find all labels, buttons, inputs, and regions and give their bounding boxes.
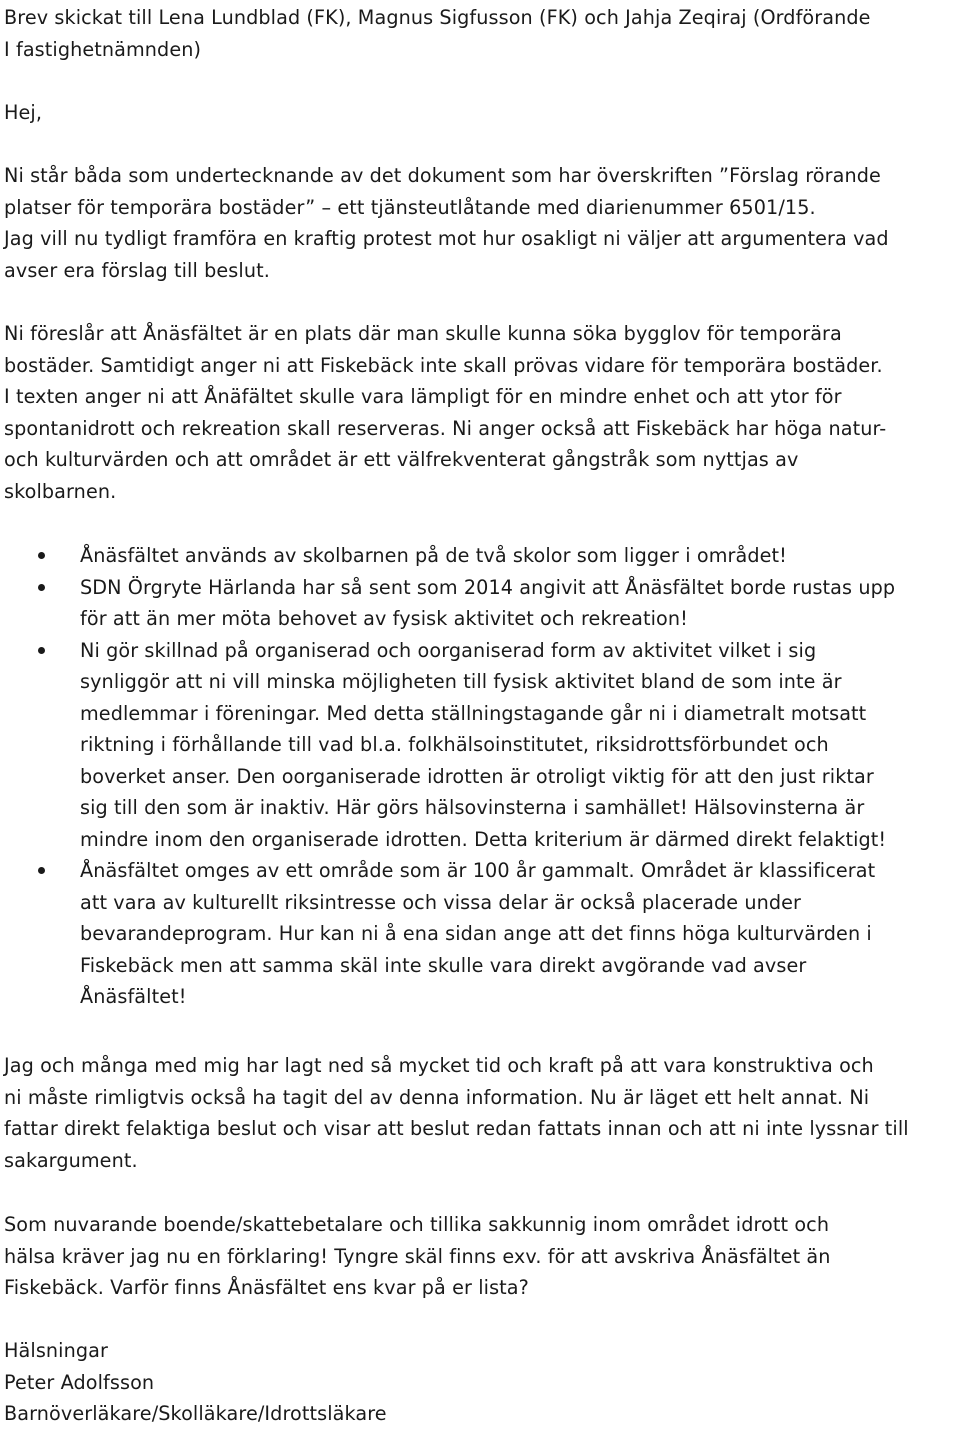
text-line: boverket anser. Den oorganiserade idrotten är otroligt viktig för att den just riktar xyxy=(80,764,874,788)
text-line: spontanidrott och rekreation skall reserveras. Ni anger också att Fiskebäck har höga natur- xyxy=(4,416,887,440)
text-line: ni måste rimligtvis också ha tagit del av denna information. Nu är läget ett helt annat. Ni xyxy=(4,1085,870,1109)
text-line: synliggör att ni vill minska möjligheten till fysisk aktivitet bland de som inte är xyxy=(80,670,842,693)
text-line: Hej, xyxy=(4,101,43,124)
letter-recipients xyxy=(4,2,871,65)
argument-list xyxy=(4,540,895,1013)
text-line: sig till den som är inaktiv. Här görs hälsovinsterna i samhället! Hälsovinsterna är xyxy=(80,796,865,819)
closing-text: Hälsningar xyxy=(4,1339,108,1362)
text-line: Ni gör skillnad på organiserad och oorganiserad form av aktivitet vilket i sig xyxy=(80,638,817,662)
text-line: för att än mer möta behovet av fysisk aktivitet och rekreation! xyxy=(80,607,688,630)
text-line: Ånäsfältet omges av ett område som är 100 år gammalt. Området är klassificerat xyxy=(80,859,876,882)
bullet-icon xyxy=(38,867,45,874)
text-line: bostäder. Samtidigt anger ni att Fiskebäck inte skall prövas vidare för temporära bostäder. xyxy=(4,353,883,377)
text-line: bevarandeprogram. Hur kan ni å ena sidan ange att det finns höga kulturvärden i xyxy=(80,922,872,945)
bullet-icon xyxy=(38,584,45,591)
author-name: Peter Adolfsson xyxy=(4,1370,155,1394)
text-line: att vara av kulturellt riksintresse och vissa delar är också placerade under xyxy=(80,890,802,914)
text-line: Brev skickat till Lena Lundblad (FK), Magnus Sigfusson (FK) och Jahja Zeqiraj (Ordförande xyxy=(4,6,871,29)
text-line: I texten anger ni att Ånäfältet skulle vara lämpligt för en mindre enhet och att ytor för xyxy=(4,385,842,408)
paragraph-proposal xyxy=(4,318,886,507)
text-line: medlemmar i föreningar. Med detta ställningstagande går ni i diametralt motsatt xyxy=(80,701,867,725)
text-line: riktning i förhållande till vad bl.a. folkhälsoinstitutet, riksidrottsförbundet och xyxy=(80,733,829,756)
text-line: I fastighetnämnden) xyxy=(4,37,202,61)
text-line: skolbarnen. xyxy=(4,479,117,503)
letter-greeting xyxy=(4,97,42,129)
text-line: SDN Örgryte Härlanda har så sent som 2014 angivit att Ånäsfältet borde rustas upp xyxy=(80,575,896,599)
text-line: platser för temporära bostäder” – ett tjänsteutlåtande med diarienummer 6501/15. xyxy=(4,195,816,219)
text-line: sakargument. xyxy=(4,1148,138,1172)
paragraph-demand xyxy=(4,1209,831,1304)
text-line: Fiskebäck. Varför finns Ånäsfältet ens kvar på er lista? xyxy=(4,1276,529,1299)
letter-signoff xyxy=(4,1335,387,1430)
text-line: fattar direkt felaktiga beslut och visar att beslut redan fattats innan och att ni inte lyssnar till xyxy=(4,1117,909,1140)
bullet-icon xyxy=(38,552,45,559)
list-item xyxy=(4,540,895,572)
text-line: Fiskebäck men att samma skäl inte skulle vara direkt avgörande vad avser xyxy=(80,953,807,977)
text-line: Ni står båda som undertecknande av det dokument som har överskriften ”Förslag rörande xyxy=(4,164,881,187)
text-line: Jag vill nu tydligt framföra en kraftig protest mot hur osakligt ni väljer att argumentera vad xyxy=(4,227,889,250)
text-line: och kulturvärden och att området är ett välfrekventerat gångstråk som nyttjas av xyxy=(4,448,799,471)
paragraph-intro xyxy=(4,160,889,286)
list-item xyxy=(4,855,895,1013)
bullet-icon xyxy=(38,647,45,654)
list-item xyxy=(4,635,895,856)
paragraph-complaint xyxy=(4,1050,909,1176)
text-line: Ånäsfältet används av skolbarnen på de två skolor som ligger i området! xyxy=(80,544,787,567)
text-line: Jag och många med mig har lagt ned så mycket tid och kraft på att vara konstruktiva och xyxy=(4,1054,874,1077)
text-line: Ni föreslår att Ånäsfältet är en plats där man skulle kunna söka bygglov för temporära xyxy=(4,322,842,345)
list-item xyxy=(4,572,895,635)
text-line: mindre inom den organiserade idrotten. Detta kriterium är därmed direkt felaktigt! xyxy=(80,827,887,851)
text-line: Som nuvarande boende/skattebetalare och tillika sakkunnig inom området idrott och xyxy=(4,1213,830,1236)
text-line: Ånäsfältet! xyxy=(80,985,187,1008)
author-title: Barnöverläkare/Skolläkare/Idrottsläkare xyxy=(4,1402,387,1425)
text-line: avser era förslag till beslut. xyxy=(4,258,270,282)
text-line: hälsa kräver jag nu en förklaring! Tyngre skäl finns exv. för att avskriva Ånäsfältet än xyxy=(4,1244,831,1268)
